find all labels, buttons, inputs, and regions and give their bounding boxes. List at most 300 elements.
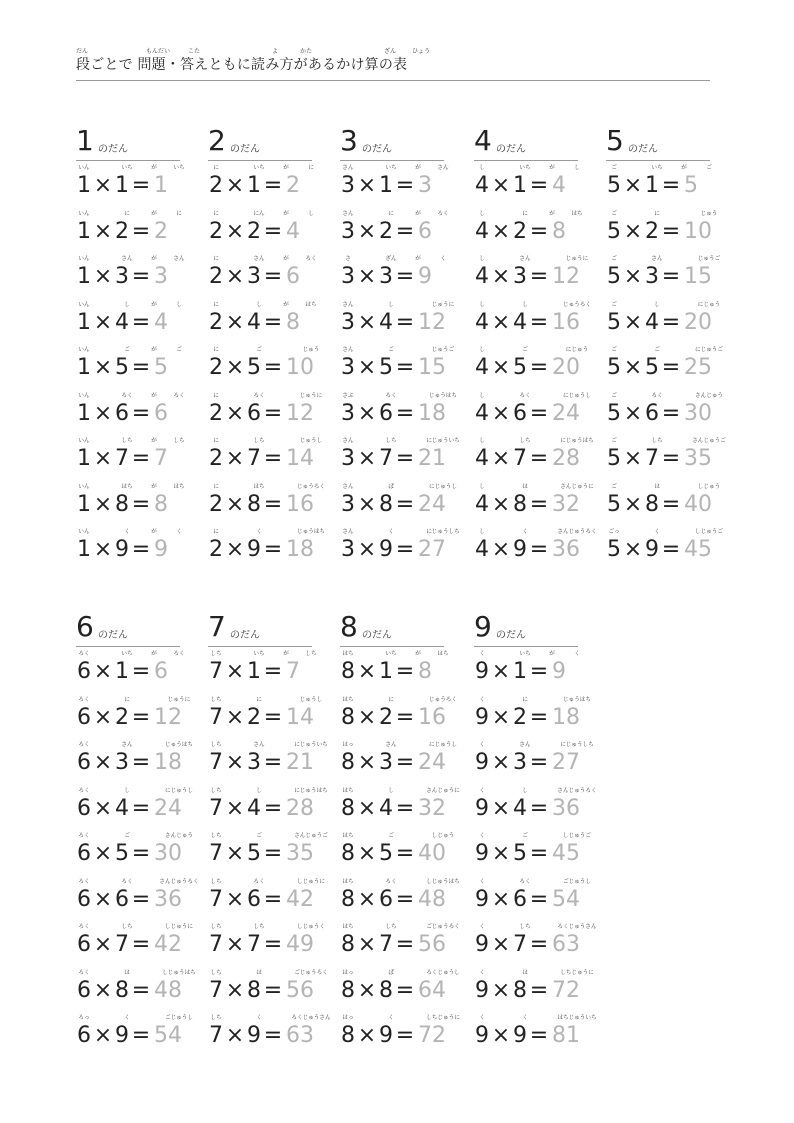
equals-sign: = [529, 309, 549, 335]
multiplicand: 8 [341, 932, 355, 957]
equation [76, 537, 168, 563]
ruby-reading-b: ご [388, 833, 394, 839]
multiplier: 5 [379, 355, 393, 380]
ruby-reading-a: いん [78, 165, 90, 171]
ruby-reading-answer: じゅうご [431, 347, 455, 353]
multiplicand: 3 [341, 400, 355, 426]
ruby-reading-a: ろく [78, 924, 90, 930]
answer: 35 [684, 446, 712, 471]
ruby-reading-b: しち [121, 924, 133, 930]
ruby-reading-a: いん [78, 529, 90, 535]
equation-row [340, 832, 470, 876]
times-sign: × [623, 218, 643, 244]
equation [208, 659, 300, 685]
times-sign: × [225, 886, 245, 912]
ruby-reading-answer: ろくじゅうさん [291, 1015, 331, 1021]
times-sign: × [357, 659, 377, 684]
answer: 32 [552, 491, 580, 517]
equals-sign: = [263, 218, 283, 244]
answer: 16 [552, 309, 580, 335]
equation-row [76, 255, 206, 299]
dan-suffix: のだん [496, 630, 526, 641]
ruby-reading-answer: にじゅうはち [560, 438, 594, 444]
times-sign: × [491, 264, 511, 289]
ruby-reading-b: しち [385, 924, 397, 930]
title-ruby-reading: ひょう [412, 48, 431, 55]
equals-sign: = [263, 264, 283, 289]
equals-sign: = [263, 537, 283, 562]
multiplicand: 5 [607, 173, 621, 198]
multiplier: 5 [247, 355, 261, 380]
equation [208, 841, 314, 867]
equals-sign: = [263, 841, 283, 866]
times-sign: × [491, 173, 511, 198]
answer: 72 [552, 977, 580, 1003]
equation [76, 978, 182, 1004]
ruby-reading-a: ごっ [608, 529, 620, 535]
multiplicand: 7 [209, 750, 223, 775]
equation [474, 750, 580, 776]
equation [340, 705, 446, 731]
ruby-reading-a: しち [210, 969, 222, 976]
multiplier: 6 [115, 886, 129, 912]
answer: 63 [286, 1023, 314, 1048]
equation [76, 355, 168, 381]
answer: 40 [418, 841, 446, 866]
ruby-reading-b: し [388, 301, 394, 308]
answer: 12 [552, 264, 580, 289]
ruby-reading-a: く [479, 969, 485, 976]
ruby-reading-a: ご [611, 210, 617, 217]
times-sign: × [623, 491, 643, 517]
ruby-reading-answer: しちじゅうに [426, 1015, 460, 1021]
equals-sign: = [395, 750, 415, 775]
answer: 4 [286, 218, 300, 244]
times-sign: × [225, 173, 245, 198]
multiplicand: 7 [209, 704, 223, 730]
dan-suffix: のだん [230, 144, 260, 155]
times-sign: × [491, 886, 511, 912]
ruby-reading-answer: さんじゅう [695, 392, 723, 399]
equals-sign: = [131, 446, 151, 471]
multiplier: 9 [247, 1023, 261, 1048]
equation-row [474, 696, 604, 740]
equation [606, 310, 712, 336]
equals-sign: = [131, 659, 151, 684]
times-sign: × [491, 659, 511, 684]
ruby-reading-answer: し [308, 210, 314, 217]
ruby-reading-b: さん [519, 742, 531, 748]
ruby-reading-b: ご [388, 347, 394, 353]
equation [340, 264, 432, 290]
equation-row [474, 483, 604, 527]
ruby-reading-answer: はち [571, 210, 583, 217]
ruby-reading-a: さん [342, 301, 354, 308]
ruby-reading-a: しち [210, 696, 222, 703]
equation-row [76, 392, 206, 436]
multiplicand: 2 [209, 537, 223, 562]
equation-row [474, 301, 604, 345]
multiplicand: 9 [475, 886, 489, 912]
times-sign: × [93, 932, 113, 957]
multiplicand: 1 [77, 309, 91, 335]
equation [208, 310, 300, 336]
multiplier: 1 [247, 173, 261, 198]
multiplier: 4 [513, 795, 527, 821]
equation-row [340, 787, 470, 831]
answer: 20 [684, 309, 712, 335]
answer: 8 [418, 659, 432, 684]
multiplier: 9 [645, 537, 659, 562]
equation [76, 887, 182, 913]
ruby-reading-answer: じゅう [302, 347, 320, 353]
ruby-reading-b: し [522, 787, 528, 794]
answer: 10 [286, 355, 314, 380]
ruby-reading-b: し [124, 301, 130, 308]
answer: 32 [418, 795, 446, 821]
times-sign: × [225, 932, 245, 957]
multiplicand: 6 [77, 750, 91, 775]
times-sign: × [225, 841, 245, 866]
equation [76, 310, 168, 336]
multiplicand: 4 [475, 309, 489, 335]
ruby-reading-a: いん [78, 301, 90, 308]
multiplicand: 6 [77, 841, 91, 866]
ruby-reading-b: しち [519, 438, 531, 444]
ruby-reading-a: に [213, 256, 219, 262]
times-sign: × [491, 355, 511, 380]
answer: 15 [418, 355, 446, 380]
equation-row [340, 696, 470, 740]
equation-row [76, 969, 206, 1013]
ruby-reading-answer: し [574, 165, 580, 171]
times-sign: × [357, 355, 377, 380]
equation [76, 1023, 182, 1049]
ruby-reading-answer: さんじゅうに [426, 787, 460, 794]
answer: 27 [418, 537, 446, 562]
multiplier: 1 [247, 659, 261, 684]
dan-suffix: のだん [496, 144, 526, 155]
equation-row [340, 210, 470, 254]
multiplier: 5 [115, 355, 129, 380]
multiplicand: 2 [209, 446, 223, 471]
equation-row [208, 164, 338, 208]
equals-sign: = [131, 400, 151, 426]
ruby-reading-a: いん [78, 256, 90, 262]
multiplicand: 4 [475, 491, 489, 517]
ruby-reading-answer: さんじゅうご [692, 438, 726, 444]
multiplier: 4 [379, 795, 393, 821]
multiplicand: 4 [475, 218, 489, 244]
ruby-reading-ga: が [415, 651, 421, 657]
times-sign: × [225, 264, 245, 289]
ruby-reading-answer: じゅうに [299, 392, 323, 399]
multiplicand: 8 [341, 841, 355, 866]
equals-sign: = [661, 446, 681, 471]
times-sign: × [93, 491, 113, 517]
multiplier: 3 [513, 750, 527, 775]
ruby-reading-b: は [124, 969, 130, 976]
multiplier: 8 [513, 977, 527, 1003]
equation [474, 887, 580, 913]
multiplier: 5 [115, 841, 129, 866]
equals-sign: = [529, 355, 549, 380]
answer: 56 [418, 932, 446, 957]
ruby-reading-answer: しじゅう [431, 833, 455, 839]
equation [474, 264, 580, 290]
ruby-reading-b: しち [385, 438, 397, 444]
ruby-reading-a: ご [611, 301, 617, 308]
equation-row [606, 301, 736, 345]
ruby-reading-a: さん [342, 165, 354, 171]
ruby-reading-b: さん [253, 742, 265, 748]
equation-row [340, 483, 470, 527]
title-ruby-reading: だん [76, 48, 89, 55]
ruby-reading-answer: し [176, 301, 182, 308]
equation [340, 796, 446, 822]
times-sign: × [491, 218, 511, 244]
ruby-reading-answer: じゅうろく [563, 301, 591, 308]
ruby-reading-answer: しじゅうはち [426, 878, 460, 885]
multiplier: 3 [247, 264, 261, 289]
table-4-dan [474, 124, 597, 562]
dan-number: 6 [76, 610, 94, 643]
ruby-reading-a: しち [210, 924, 222, 930]
equation-row [208, 969, 338, 1013]
equation [474, 219, 566, 245]
multiplicand: 8 [341, 704, 355, 730]
multiplicand: 7 [209, 795, 223, 821]
times-sign: × [225, 491, 245, 517]
answer: 9 [552, 659, 566, 684]
answer: 8 [286, 309, 300, 335]
answer: 64 [418, 977, 446, 1003]
ruby-reading-b: ろく [385, 392, 397, 399]
ruby-reading-ga: が [415, 256, 421, 262]
times-sign: × [357, 264, 377, 289]
ruby-reading-b: ろく [385, 878, 397, 885]
title-ruby-reading: こた [188, 48, 201, 55]
answer: 18 [552, 704, 580, 730]
ruby-reading-answer: ろくじゅうし [426, 969, 460, 976]
equals-sign: = [395, 400, 415, 426]
times-sign: × [357, 750, 377, 775]
equation-row [474, 787, 604, 831]
ruby-reading-b: し [256, 787, 262, 794]
answer: 5 [684, 173, 698, 198]
equation [208, 537, 314, 563]
multiplier: 7 [513, 446, 527, 471]
times-sign: × [93, 704, 113, 730]
multiplicand: 9 [475, 659, 489, 684]
table-1-dan [76, 124, 186, 562]
multiplier: 9 [115, 1023, 129, 1048]
ruby-reading-a: しち [210, 787, 222, 794]
equals-sign: = [263, 446, 283, 471]
equals-sign: = [529, 400, 549, 426]
ruby-reading-a: さぶ [342, 392, 354, 399]
ruby-reading-a: し [479, 438, 485, 444]
ruby-reading-a: しち [210, 651, 222, 657]
ruby-reading-ga: が [283, 210, 289, 217]
ruby-reading-answer: はち [173, 483, 185, 490]
equals-sign: = [131, 218, 151, 244]
answer: 35 [286, 841, 314, 866]
equation-row [340, 1014, 470, 1058]
times-sign: × [93, 173, 113, 198]
ruby-reading-b: ぱ [388, 969, 394, 976]
multiplicand: 5 [607, 355, 621, 380]
equation-row [340, 255, 470, 299]
equals-sign: = [529, 659, 549, 684]
dan-number: 3 [340, 124, 358, 157]
answer: 10 [684, 218, 712, 244]
multiplicand: 6 [77, 932, 91, 957]
ruby-reading-a: し [479, 483, 485, 490]
ruby-reading-answer: ごじゅうし [563, 878, 591, 885]
ruby-reading-b: ろく [651, 392, 663, 399]
multiplier: 2 [115, 704, 129, 730]
equation-row [76, 301, 206, 345]
equation [340, 750, 446, 776]
equation [340, 659, 432, 685]
ruby-reading-a: し [479, 392, 485, 399]
multiplier: 5 [379, 841, 393, 866]
equals-sign: = [529, 750, 549, 775]
multiplier: 8 [379, 491, 393, 517]
ruby-reading-a: しち [210, 742, 222, 748]
ruby-reading-answer: く [176, 529, 182, 535]
multiplicand: 3 [341, 309, 355, 335]
answer: 42 [286, 886, 314, 912]
ruby-reading-b: ろく [121, 878, 133, 885]
multiplicand: 3 [341, 537, 355, 562]
equation [208, 887, 314, 913]
multiplier: 6 [513, 886, 527, 912]
dan-suffix: のだん [628, 144, 658, 155]
ruby-reading-ga: が [283, 651, 289, 657]
ruby-reading-a: く [479, 924, 485, 930]
equation-row [606, 437, 736, 481]
answer: 4 [552, 173, 566, 198]
answer: 12 [154, 704, 182, 730]
ruby-reading-answer: にじゅういち [426, 438, 460, 444]
equation-row [474, 346, 604, 390]
equals-sign: = [131, 264, 151, 289]
dan-number: 4 [474, 124, 492, 157]
times-sign: × [491, 446, 511, 471]
answer: 30 [154, 841, 182, 866]
ruby-reading-b: さん [121, 742, 133, 748]
ruby-reading-answer: ろく [173, 651, 185, 657]
equation-row [606, 346, 736, 390]
ruby-reading-b: し [388, 787, 394, 794]
ruby-reading-b: ご [654, 347, 660, 353]
multiplier: 1 [379, 659, 393, 684]
multiplicand: 9 [475, 795, 489, 821]
equation [208, 932, 314, 958]
ruby-reading-a: し [479, 210, 485, 217]
table-heading [340, 612, 444, 647]
ruby-reading-a: ろく [78, 969, 90, 976]
ruby-reading-b: く [256, 529, 262, 535]
multiplicand: 5 [607, 491, 621, 517]
multiplier: 9 [379, 537, 393, 562]
ruby-reading-a: はち [342, 787, 354, 794]
equation-row [340, 878, 470, 922]
multiplier: 8 [513, 491, 527, 517]
table-heading [76, 612, 180, 647]
ruby-reading-b: しち [651, 438, 663, 444]
multiplicand: 5 [607, 309, 621, 335]
ruby-reading-a: いん [78, 438, 90, 444]
equation [76, 841, 182, 867]
ruby-reading-answer: さんじゅう [165, 833, 193, 839]
answer: 45 [684, 537, 712, 562]
multiplier: 2 [379, 704, 393, 730]
ruby-reading-answer: じゅうはち [563, 696, 591, 703]
multiplier: 7 [115, 932, 129, 957]
ruby-reading-answer: じゅうに [565, 256, 589, 262]
equals-sign: = [131, 537, 151, 562]
multiplicand: 6 [77, 1023, 91, 1048]
equation-row [208, 346, 338, 390]
multiplier: 1 [115, 659, 129, 684]
equation [208, 446, 314, 472]
table-6-dan [76, 610, 199, 1048]
multiplier: 1 [645, 173, 659, 198]
answer: 6 [154, 400, 168, 426]
equation [474, 355, 580, 381]
equation [208, 264, 300, 290]
ruby-reading-b: に [654, 210, 660, 217]
ruby-reading-answer: しじゅうに [297, 878, 325, 885]
ruby-reading-a: はっ [342, 742, 354, 748]
ruby-reading-answer: ご [706, 165, 712, 171]
multiplicand: 5 [607, 264, 621, 289]
dan-suffix: のだん [98, 144, 128, 155]
equation [474, 537, 580, 563]
ruby-reading-answer: く [574, 651, 580, 657]
ruby-reading-b: ろく [253, 392, 265, 399]
times-sign: × [491, 309, 511, 335]
multiplier: 8 [115, 977, 129, 1003]
equals-sign: = [263, 400, 283, 426]
ruby-reading-a: し [479, 301, 485, 308]
answer: 16 [418, 704, 446, 730]
ruby-reading-answer: ろく [305, 256, 317, 262]
multiplier: 5 [645, 355, 659, 380]
ruby-reading-a: に [213, 165, 219, 171]
ruby-reading-ga: が [151, 529, 157, 535]
answer: 18 [154, 750, 182, 775]
answer: 18 [418, 400, 446, 426]
equation-row [208, 210, 338, 254]
times-sign: × [357, 977, 377, 1003]
equation-row [76, 483, 206, 527]
multiplier: 7 [379, 446, 393, 471]
times-sign: × [491, 750, 511, 775]
equation [340, 932, 446, 958]
equals-sign: = [395, 173, 415, 198]
table-heading [208, 612, 312, 647]
ruby-reading-ga: が [151, 165, 157, 171]
multiplicand: 9 [475, 1023, 489, 1048]
ruby-reading-b: ご [256, 347, 262, 353]
ruby-reading-answer: じゅうはち [297, 529, 325, 535]
ruby-reading-answer: しち [173, 438, 185, 444]
table-heading [606, 126, 710, 161]
